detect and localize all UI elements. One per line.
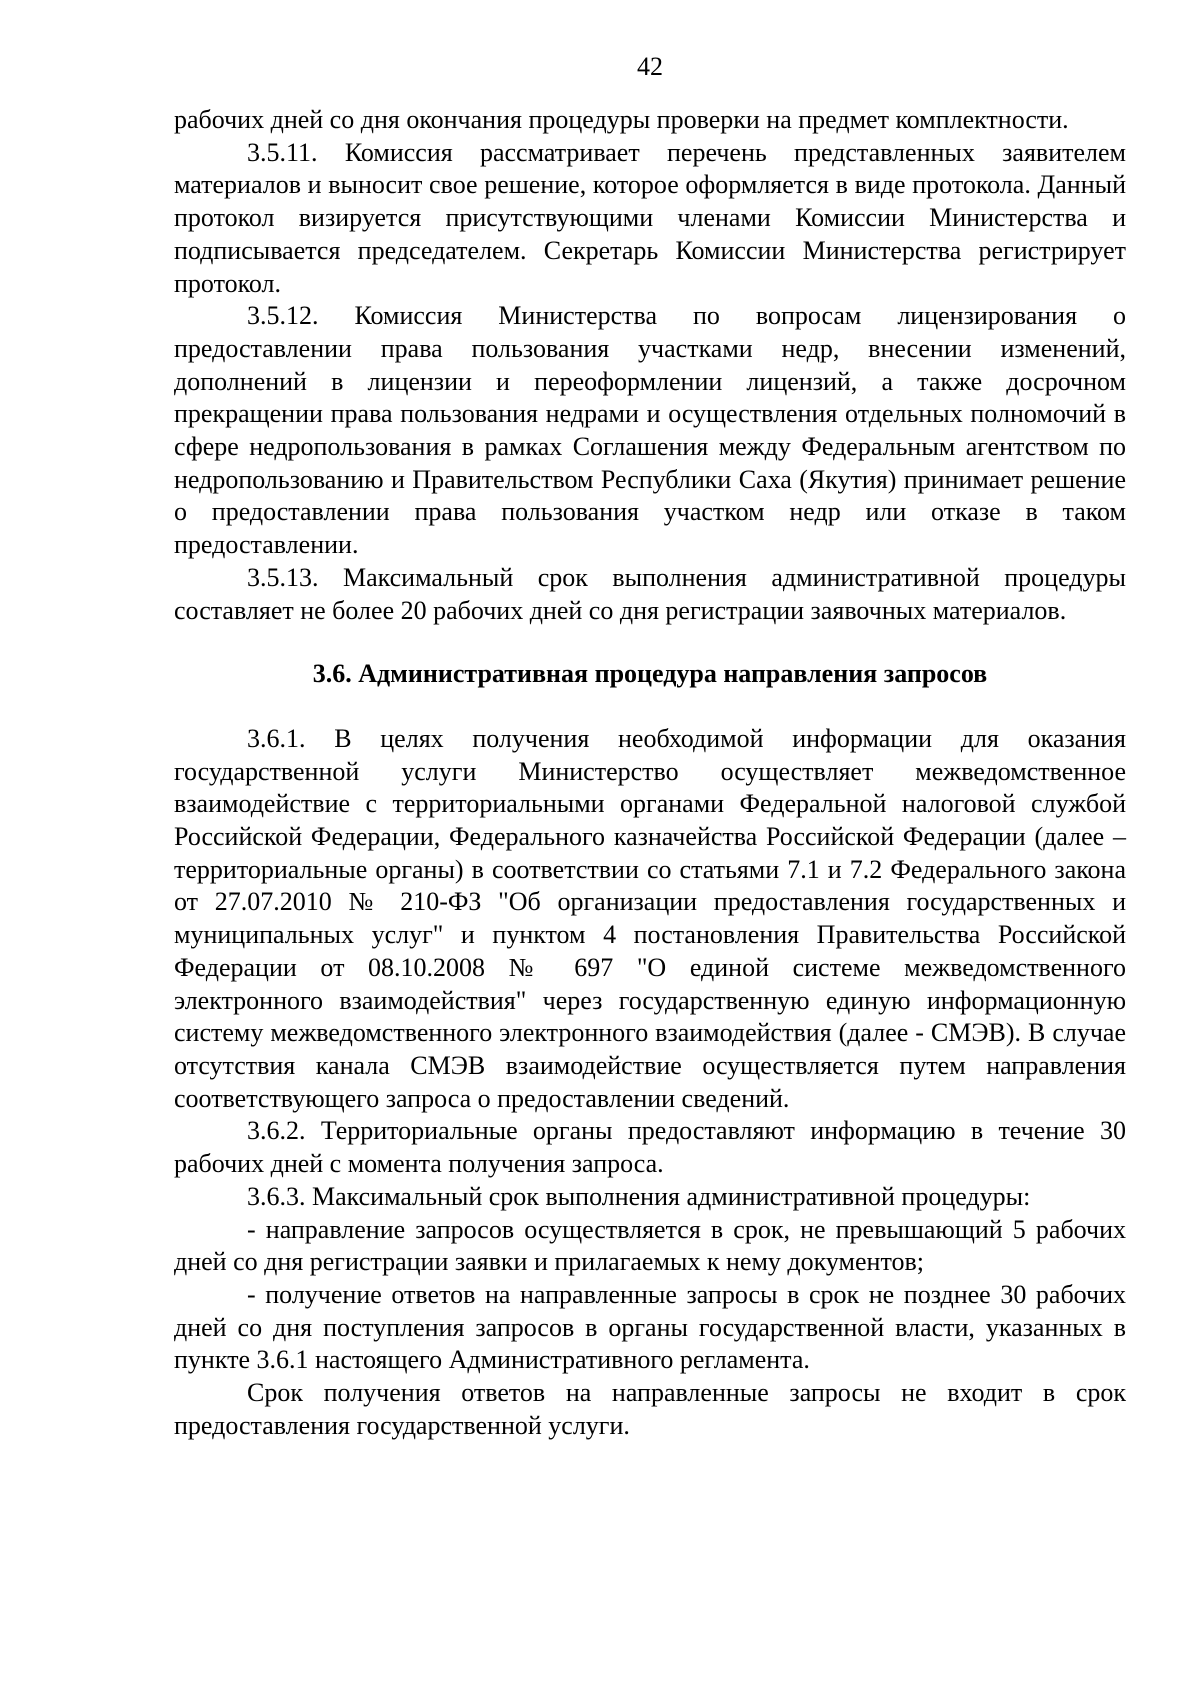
paragraph-continuation: рабочих дней со дня окончания процедуры проверки на предмет комплектности. — [174, 105, 1069, 134]
paragraph-3-6-3: 3.6.3. Максимальный срок выполнения административной процедуры: — [247, 1181, 1031, 1211]
paragraph-3-5-11: 3.5.11. Комиссия рассматривает перечень представленных заявителем материалов и выносит свое решение, которое оформляется в виде протокола. Данный протокол визируется присутствующими членами Комиссии Министерства и подписывается председателем. Секретарь Комиссии Министерства регистрирует протокол. — [174, 137, 1126, 298]
paragraph-3-5-12: 3.5.12. Комиссия Министерства по вопросам лицензирования о предоставлении права пользования участками недр, внесении изменений, дополнений в лицензии и переоформлении лицензий, а также досрочном прекращении права пользования недрами и осуществления отдельных полномочий в сфере недропользования в рамках Соглашения между Федеральным агентством по недропользованию и Правительством Республики Саха (Якутия) принимает решение о предоставлении права пользования участком недр или отказе в таком предоставлении. — [174, 301, 1126, 560]
paragraph-3-6-1: 3.6.1. В целях получения необходимой информации для оказания государственной услуги Министерство осуществляет межведомственное взаимодействие с территориальными органами Федеральной налоговой службой Российской Федерации, Федерального казначейства Российской Федерации (далее – территориальные органы) в соответствии со статьями 7.1 и 7.2 Федерального закона от 27.07.2010 № 210-ФЗ "Об организации предоставления государственных и муниципальных услуг" и пунктом 4 постановления Правительства Российской Федерации от 08.10.2008 № 697 "О единой системе межведомственного электронного взаимодействия" через государственную единую информационную систему межведомственного электронного взаимодействия (далее - СМЭВ). В случае отсутствия канала СМЭВ взаимодействие осуществляется путем направления соответствующего запроса о предоставлении сведений. — [174, 723, 1126, 1113]
paragraph-response-term: Срок получения ответов на направленные запросы не входит в срок предоставления государственной услуги. — [174, 1378, 1126, 1440]
section-heading-3-6: 3.6. Административная процедура направления запросов — [312, 659, 988, 689]
paragraph-3-6-2: 3.6.2. Территориальные органы предоставляют информацию в течение 30 рабочих дней с момента получения запроса. — [174, 1116, 1126, 1179]
page-number: 42 — [637, 52, 663, 81]
paragraph-3-5-13: 3.5.13. Максимальный срок выполнения административной процедуры составляет не более 20 рабочих дней со дня регистрации заявочных материалов. — [174, 562, 1126, 625]
document-page — [174, 52, 1126, 1442]
paragraph-list-item-responses: - получение ответов на направленные запросы в срок не позднее 30 рабочих дней со дня поступления запросов в органы государственной власти, указанных в пункте 3.6.1 настоящего Административного регламента. — [174, 1279, 1126, 1375]
paragraph-list-item-requests: - направление запросов осуществляется в срок, не превышающий 5 рабочих дней со дня регистрации заявки и прилагаемых к нему документов; — [174, 1214, 1126, 1277]
